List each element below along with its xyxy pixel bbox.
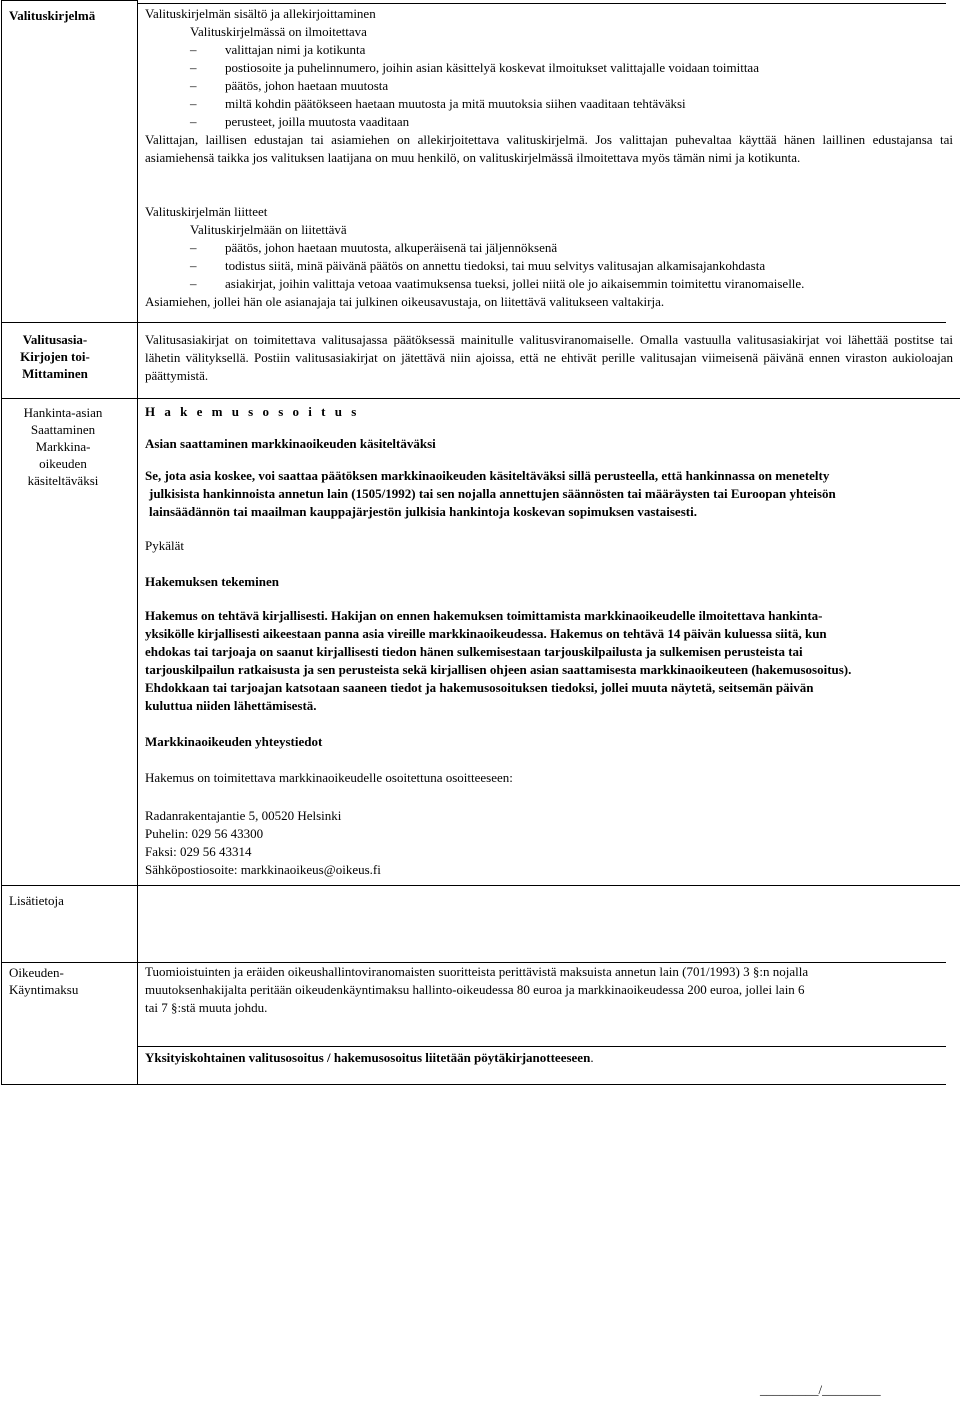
label-text: Kirjojen toi- (20, 349, 90, 364)
list-item-text: päätös, johon haetaan muutosta, alkuperäisenä tai jäljennöksenä (225, 240, 558, 255)
dash-bullet: – (190, 258, 197, 273)
dash-bullet: – (190, 60, 197, 75)
text-line: tarjouskilpailun ratkaisusta ja sen perusteista sekä kirjallisen ohjeen asian saattamisesta markkinaoikeuteen (hakemusosoitus). (145, 662, 852, 677)
heading: Valituskirjelmän liitteet (145, 204, 268, 219)
label-text: Markkina- (35, 439, 91, 454)
left-border (1, 0, 2, 1085)
section-hakemusosoitus (145, 403, 960, 879)
title: H a k e m u s o s o i t u s (145, 404, 360, 419)
fax: Faksi: 029 56 43314 (145, 844, 252, 859)
subheading: Valituskirjelmään on liitettävä (190, 222, 347, 237)
list-item-text: perusteet, joilla muutosta vaaditaan (225, 114, 410, 129)
list-item (145, 77, 953, 95)
list-item (145, 41, 953, 59)
row-divider-2 (1, 398, 960, 399)
heading: Valituskirjelmän sisältö ja allekirjoittaminen (145, 6, 376, 21)
hakemus-paragraph (145, 607, 960, 715)
list-item (145, 257, 953, 275)
address: Radanrakentajantie 5, 00520 Helsinki (145, 808, 342, 823)
text-line: julkisista hankinnoista annetun lain (1505/1992) tai sen nojalla annettujen säännösten tai määräysten tai Euroopan yhteisön (149, 486, 836, 501)
top-border-right (137, 3, 946, 4)
dash-bullet: – (190, 42, 197, 57)
text-line: tai 7 §:stä muuta johdu. (145, 1000, 268, 1015)
label-text: Oikeuden- (9, 965, 64, 980)
list-item (145, 95, 953, 113)
footer-note (145, 1049, 953, 1067)
list-item (145, 59, 953, 77)
text-line: Se, jota asia koskee, voi saattaa päätöksen markkinaoikeuden käsiteltäväksi sillä perusteella, että hankinnassa on menetelty (145, 468, 830, 483)
list-item (145, 239, 953, 257)
list-item-text: valittajan nimi ja kotikunta (225, 42, 366, 57)
text-line: muutoksenhakijalta peritään oikeudenkäyntimaksu hallinto-oikeudessa 80 euroa ja markkinaoikeudessa 200 euroa, jollei lain 6 (145, 982, 805, 997)
phone: Puhelin: 029 56 43300 (145, 826, 264, 841)
list-item (145, 113, 953, 131)
pykalat: Pykälät (145, 538, 184, 553)
paragraph: Valittajan, laillisen edustajan tai asiamiehen on allekirjoitettava valituskirjelmä. Jos valittajan puhevaltaa käyttää hänen laillinen edustajansa tai asiamiehensä taikka jos valituksen laatijana on muu henkilö, on valituskirjelmässä ilmoitettava myös tämän nimi ja kotikunta. (145, 132, 953, 165)
paragraph: Valitusasiakirjat on toimitettava valitusajassa päätöksessä mainitulle valitusviranomaiselle. Omalla vastuulla valitusasiakirjat voi lähettää postitse tai lähetin välityksellä. Postiin valitusasiakirjat on jätettävä niin ajoissa, että ne ehtivät perille valitusajan viimeisenä päivänä ennen viraston aukioloajan päättymistä. (145, 332, 953, 383)
text-line: Tuomioistuinten ja eräiden oikeushallintoviranomaisten suoritteista perittävistä maksuista annetun lain (701/1993) 3 §:n nojalla (145, 964, 809, 979)
label-text: Saattaminen (30, 422, 96, 437)
list-item-text: päätös, johon haetaan muutosta (225, 78, 389, 93)
dash-bullet: – (190, 114, 197, 129)
subheading: Markkinaoikeuden yhteystiedot (145, 734, 323, 749)
text-line: yksikölle kirjallisesti aikeestaan panna asia vireille markkinaoikeudessa. Hakemus on tehtävä 14 päivän kuluessa siitä, kun (145, 626, 827, 641)
subheading: Hakemuksen tekeminen (145, 574, 279, 589)
dash-bullet: – (190, 78, 197, 93)
footer-period: . (590, 1050, 594, 1065)
dash-bullet: – (190, 240, 197, 255)
text-line: lainsäädännön tai maailman kauppajärjestön julkisia hankintoja koskevan sopimuksen vastaisesti. (149, 504, 697, 519)
dash-bullet: – (190, 96, 197, 111)
label-lisatietoja (9, 892, 127, 909)
section-toimittaminen (145, 331, 953, 385)
dash-bullet: – (190, 276, 197, 291)
text-line: kuluttua niiden lähettämisestä. (145, 698, 317, 713)
subheading: Valituskirjelmässä on ilmoitettava (190, 24, 367, 39)
list-item-text: postiosoite ja puhelinnumero, joihin asian käsittelyä koskevat ilmoitukset valittajalle voidaan toimittaa (225, 60, 759, 75)
label-text: Mittaminen (22, 366, 88, 381)
label-text: käsiteltäväksi (27, 473, 99, 488)
footer-text: Yksityiskohtainen valitusosoitus / hakemusosoitus liitetään pöytäkirjanotteeseen (145, 1050, 591, 1065)
list-item-text: asiakirjat, joihin valittaja vetoaa vaatimuksensa tueksi, jollei niitä ole jo aikaisemmin toimitettu viranomaiselle. (225, 276, 805, 291)
label-text: Valituskirjelmä (9, 8, 96, 23)
list-item (145, 275, 953, 293)
label-hankinta-asia (9, 404, 117, 489)
label-text: Hankinta-asian (23, 405, 103, 420)
list-item-text: todistus siitä, minä päivänä päätös on annettu tiedoksi, tai muu selvitys valitusajan alkamisajankohdasta (225, 258, 766, 273)
label-valituskirjelma (9, 7, 127, 24)
list-item-text: miltä kohdin päätökseen haetaan muutosta ja mitä muutoksia siihen vaaditaan tehtäväksi (225, 96, 686, 111)
column-divider (137, 0, 138, 1085)
label-text: Valitusasia- (22, 332, 88, 347)
text-line: Ehdokkaan tai tarjoajan katsotaan saaneen tiedot ja hakemusosoituksen tiedoksi, jollei muuta näytetä, seitsemän päivän (145, 680, 814, 695)
top-border-left (1, 0, 138, 1)
label-text: oikeuden (39, 456, 87, 471)
label-oikeudenkayntimaksu (9, 964, 127, 998)
row-divider-3 (1, 885, 960, 886)
label-text: Käyntimaksu (9, 982, 79, 997)
subtitle: Asian saattaminen markkinaoikeuden käsiteltäväksi (145, 436, 436, 451)
section-liitteet (145, 203, 953, 311)
row-divider-5 (137, 1046, 946, 1047)
label-text: Lisätietoja (9, 893, 64, 908)
text-line: ehdokas tai tarjoaja on saanut kirjallisesti tiedon hänen sulkemisestaan tarjouskilpailusta ja sulkemisen perusteista tai (145, 644, 803, 659)
label-valitusasia (9, 331, 101, 382)
section-sisalto (145, 5, 953, 167)
email: Sähköpostiosoite: markkinaoikeus@oikeus.fi (145, 862, 381, 877)
row-divider-1 (1, 322, 946, 323)
text-line: Hakemus on tehtävä kirjallisesti. Hakijan on ennen hakemuksen toimittamista markkinaoikeudelle ilmoitettava hankinta- (145, 608, 823, 623)
address-intro: Hakemus on toimitettava markkinaoikeudelle osoitettuna osoitteeseen: (145, 770, 513, 785)
section-kayntimaksu (145, 963, 953, 1017)
bottom-border (1, 1084, 946, 1085)
signature-line: _________/_________ (760, 1382, 881, 1397)
note: Asiamiehen, jollei hän ole asianajaja tai julkinen oikeusavustaja, on liitettävä valitukseen valtakirja. (145, 294, 665, 309)
